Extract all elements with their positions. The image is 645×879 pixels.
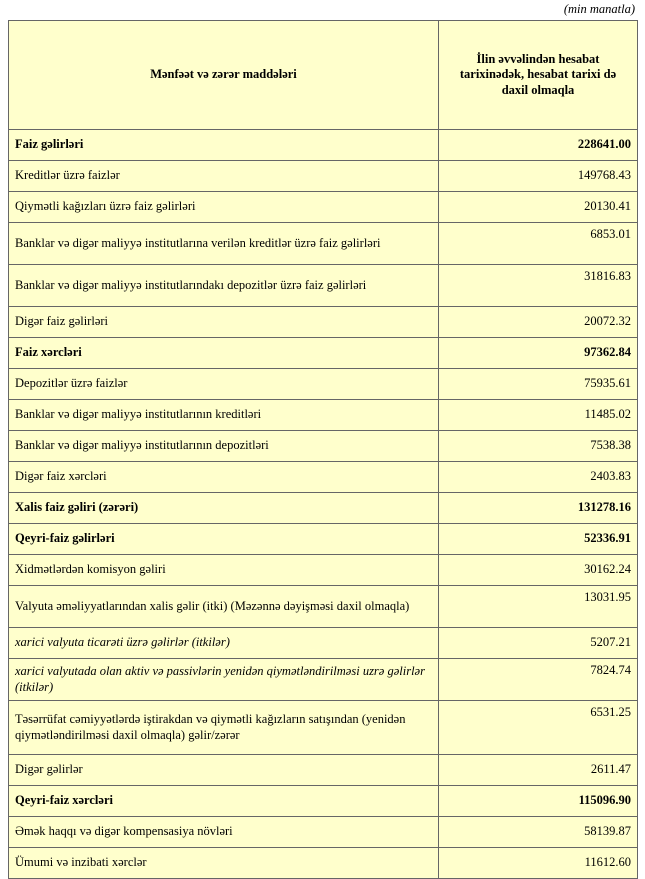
row-value: 5207.21 bbox=[439, 628, 638, 659]
row-value: 11485.02 bbox=[439, 400, 638, 431]
table-row bbox=[9, 338, 638, 369]
table-row bbox=[9, 755, 638, 786]
table-row bbox=[9, 786, 638, 817]
row-label: Kreditlər üzrə faizlər bbox=[9, 161, 439, 192]
row-label: Digər faiz xərcləri bbox=[9, 462, 439, 493]
row-value: 228641.00 bbox=[439, 130, 638, 161]
header-row bbox=[9, 21, 638, 130]
table-row bbox=[9, 524, 638, 555]
row-label: Əmək haqqı və digər kompensasiya növləri bbox=[9, 817, 439, 848]
table-row bbox=[9, 223, 638, 265]
table-row bbox=[9, 161, 638, 192]
table-row bbox=[9, 817, 638, 848]
row-value: 2611.47 bbox=[439, 755, 638, 786]
row-label: Qeyri-faiz gəlirləri bbox=[9, 524, 439, 555]
table-row bbox=[9, 555, 638, 586]
row-label: Xalis faiz gəliri (zərəri) bbox=[9, 493, 439, 524]
table-row bbox=[9, 848, 638, 879]
row-label: Depozitlər üzrə faizlər bbox=[9, 369, 439, 400]
row-label: Digər faiz gəlirləri bbox=[9, 307, 439, 338]
row-label: Faiz xərcləri bbox=[9, 338, 439, 369]
row-label: Faiz gəlirləri bbox=[9, 130, 439, 161]
profit-loss-table bbox=[8, 20, 638, 879]
unit-note: (min manatla) bbox=[563, 2, 635, 16]
table-row bbox=[9, 701, 638, 755]
table-row bbox=[9, 369, 638, 400]
row-value: 58139.87 bbox=[439, 817, 638, 848]
row-label: xarici valyuta ticarəti üzrə gəlirlər (itkilər) bbox=[9, 628, 439, 659]
row-value: 6853.01 bbox=[439, 223, 638, 265]
row-label: Qeyri-faiz xərcləri bbox=[9, 786, 439, 817]
row-value: 20130.41 bbox=[439, 192, 638, 223]
row-value: 20072.32 bbox=[439, 307, 638, 338]
table-row bbox=[9, 493, 638, 524]
row-label: Banklar və digər maliyyə institutlarının depozitləri bbox=[9, 431, 439, 462]
row-value: 31816.83 bbox=[439, 265, 638, 307]
table-row bbox=[9, 431, 638, 462]
table-row bbox=[9, 586, 638, 628]
row-label: Xidmətlərdən komisyon gəliri bbox=[9, 555, 439, 586]
row-label: Təsərrüfat cəmiyyətlərdə iştirakdan və qiymətli kağızların satışından (yenidən qiymətləndirilməsi daxil olmaqla) gəlir/zərər bbox=[9, 701, 439, 755]
row-value: 75935.61 bbox=[439, 369, 638, 400]
table-row bbox=[9, 265, 638, 307]
row-value: 149768.43 bbox=[439, 161, 638, 192]
row-value: 30162.24 bbox=[439, 555, 638, 586]
table-row bbox=[9, 130, 638, 161]
row-value: 13031.95 bbox=[439, 586, 638, 628]
table-row bbox=[9, 192, 638, 223]
table-header bbox=[9, 21, 638, 130]
row-label: Qiymətli kağızları üzrə faiz gəlirləri bbox=[9, 192, 439, 223]
row-value: 97362.84 bbox=[439, 338, 638, 369]
row-label: Banklar və digər maliyyə institutlarının kreditləri bbox=[9, 400, 439, 431]
column-header-items: Mənfəət və zərər maddələri bbox=[9, 21, 439, 130]
row-label: Banklar və digər maliyyə institutlarındakı depozitlər üzrə faiz gəlirləri bbox=[9, 265, 439, 307]
row-label: Ümumi və inzibati xərclər bbox=[9, 848, 439, 879]
row-label: Banklar və digər maliyyə institutlarına verilən kreditlər üzrə faiz gəlirləri bbox=[9, 223, 439, 265]
row-value: 52336.91 bbox=[439, 524, 638, 555]
column-header-period: İlin əvvəlindən hesabat tarixinədək, hesabat tarixi də daxil olmaqla bbox=[439, 21, 638, 130]
row-value: 11612.60 bbox=[439, 848, 638, 879]
row-label: Digər gəlirlər bbox=[9, 755, 439, 786]
table-row bbox=[9, 462, 638, 493]
table-body bbox=[9, 130, 638, 879]
table-row bbox=[9, 307, 638, 338]
row-value: 115096.90 bbox=[439, 786, 638, 817]
table-row bbox=[9, 628, 638, 659]
row-label: Valyuta əməliyyatlarından xalis gəlir (itki) (Məzənnə dəyişməsi daxil olmaqla) bbox=[9, 586, 439, 628]
table-row bbox=[9, 400, 638, 431]
row-value: 131278.16 bbox=[439, 493, 638, 524]
row-value: 6531.25 bbox=[439, 701, 638, 755]
row-value: 7824.74 bbox=[439, 659, 638, 701]
row-label: xarici valyutada olan aktiv və passivlərin yenidən qiymətləndirilməsi uzrə gəlirlər (itkilər) bbox=[9, 659, 439, 701]
row-value: 7538.38 bbox=[439, 431, 638, 462]
table-row bbox=[9, 659, 638, 701]
row-value: 2403.83 bbox=[439, 462, 638, 493]
